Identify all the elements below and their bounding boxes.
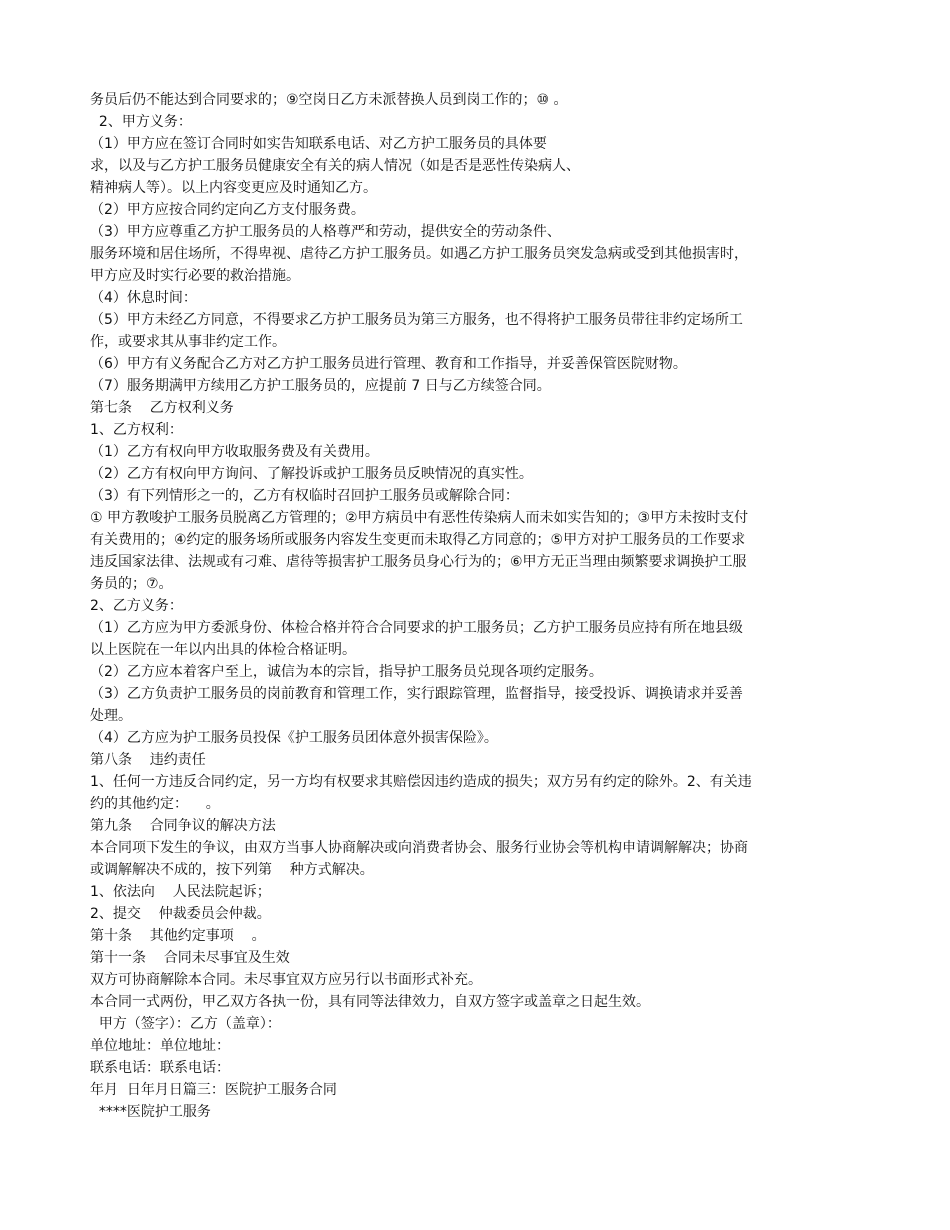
address-line: 单位地址：单位地址： [90, 1038, 230, 1054]
section-heading: 2、甲方义务： [90, 114, 192, 130]
text-line: 2、提交 仲裁委员会仲裁。 [90, 906, 271, 922]
article-heading: 第七条 乙方权利义务 [90, 400, 234, 416]
text-line: （4）休息时间： [90, 290, 197, 306]
text-line: ① 甲方教唆护工服务员脱离乙方管理的；②甲方病员中有恶性传染病人而未如实告知的；③甲方未按时支付 [90, 510, 749, 526]
text-line: （2）乙方应本着客户至上，诚信为本的宗旨，指导护工服务员兑现各项约定服务。 [90, 664, 603, 680]
text-line: （1）乙方有权向甲方收取服务费及有关费用。 [90, 444, 379, 460]
text-line: 本合同项下发生的争议，由双方当事人协商解决或向消费者协会、服务行业协会等机构申请调解解决；协商 [90, 840, 748, 856]
next-title-line: ****医院护工服务 [90, 1104, 211, 1120]
phone-line: 联系电话：联系电话： [90, 1060, 230, 1076]
text-line: 务员后仍不能达到合同要求的；⑨空岗日乙方未派替换人员到岗工作的；⑩ 。 [90, 92, 568, 108]
text-line: 务员的；⑦。 [90, 576, 173, 592]
text-line: （7）服务期满甲方续用乙方护工服务员的，应提前 7 日与乙方续签合同。 [90, 378, 551, 394]
text-line: （4）乙方应为护工服务员投保《护工服务员团体意外损害保险》。 [90, 730, 498, 746]
text-line: 约的其他约定： 。 [90, 796, 220, 812]
text-line: 双方可协商解除本合同。未尽事宜双方应另行以书面形式补充。 [90, 972, 482, 988]
text-line: （3）甲方应尊重乙方护工服务员的人格尊严和劳动，提供安全的劳动条件、 [90, 224, 561, 240]
text-line: （2）甲方应按合同约定向乙方支付服务费。 [90, 202, 365, 218]
text-line: （1）乙方应为甲方委派身份、体检合格并符合合同要求的护工服务员；乙方护工服务员应持有所在地县级 [90, 620, 743, 636]
text-line: 1、依法向 人民法院起诉； [90, 884, 271, 900]
text-line: 处理。 [90, 708, 132, 724]
text-line: （3）有下列情形之一的，乙方有权临时召回护工服务员或解除合同： [90, 488, 519, 504]
text-line: 1、任何一方违反合同约定，另一方均有权要求其赔偿因违约造成的损失；双方另有约定的除外。2、有关违 [90, 774, 752, 790]
text-line: （2）乙方有权向甲方询问、了解投诉或护工服务员反映情况的真实性。 [90, 466, 533, 482]
text-line: 本合同一式两份，甲乙双方各执一份，具有同等法律效力，自双方签字或盖章之日起生效。 [90, 994, 650, 1010]
text-line: 求，以及与乙方护工服务员健康安全有关的病人情况（如是否是恶性传染病人、 [90, 158, 580, 174]
date-line: 年月 日年月日篇三：医院护工服务合同 [90, 1082, 337, 1098]
signature-line: 甲方（签字）：乙方（盖章）： [90, 1016, 281, 1032]
section-heading: 1、乙方权利： [90, 422, 183, 438]
text-line: 甲方应及时实行必要的救治措施。 [90, 268, 300, 284]
document-body [90, 89, 865, 1123]
text-line: 有关费用的；④约定的服务场所或服务内容发生变更而未取得乙方同意的；⑤甲方对护工服务员的工作要求 [90, 532, 746, 548]
article-heading: 第十条 其他约定事项 。 [90, 928, 266, 944]
text-line: 或调解解决不成的，按下列第 种方式解决。 [90, 862, 374, 878]
text-line: 作，或要求其从事非约定工作。 [90, 334, 286, 350]
text-line: （6）甲方有义务配合乙方对乙方护工服务员进行管理、教育和工作指导，并妥善保管医院财物。 [90, 356, 687, 372]
text-line: 违反国家法律、法规或有刁难、虐待等损害护工服务员身心行为的；⑥甲方无正当理由频繁要求调换护工服 [90, 554, 747, 570]
article-heading: 第十一条 合同未尽事宜及生效 [90, 950, 290, 966]
text-line: （3）乙方负责护工服务员的岗前教育和管理工作，实行跟踪管理，监督指导，接受投诉、调换请求并妥善 [90, 686, 743, 702]
text-line: 服务环境和居住场所，不得卑视、虐待乙方护工服务员。如遇乙方护工服务员突发急病或受到其他损害时， [90, 246, 748, 262]
section-heading: 2、乙方义务： [90, 598, 183, 614]
text-line: 精神病人等）。以上内容变更应及时通知乙方。 [90, 180, 377, 196]
text-line: （1）甲方应在签订合同时如实告知联系电话、对乙方护工服务员的具体要 [90, 136, 547, 152]
article-heading: 第八条 违约责任 [90, 752, 206, 768]
text-line: 以上医院在一年以内出具的体检合格证明。 [90, 642, 356, 658]
article-heading: 第九条 合同争议的解决方法 [90, 818, 276, 834]
text-line: （5）甲方未经乙方同意，不得要求乙方护工服务员为第三方服务，也不得将护工服务员带往非约定场所工 [90, 312, 743, 328]
